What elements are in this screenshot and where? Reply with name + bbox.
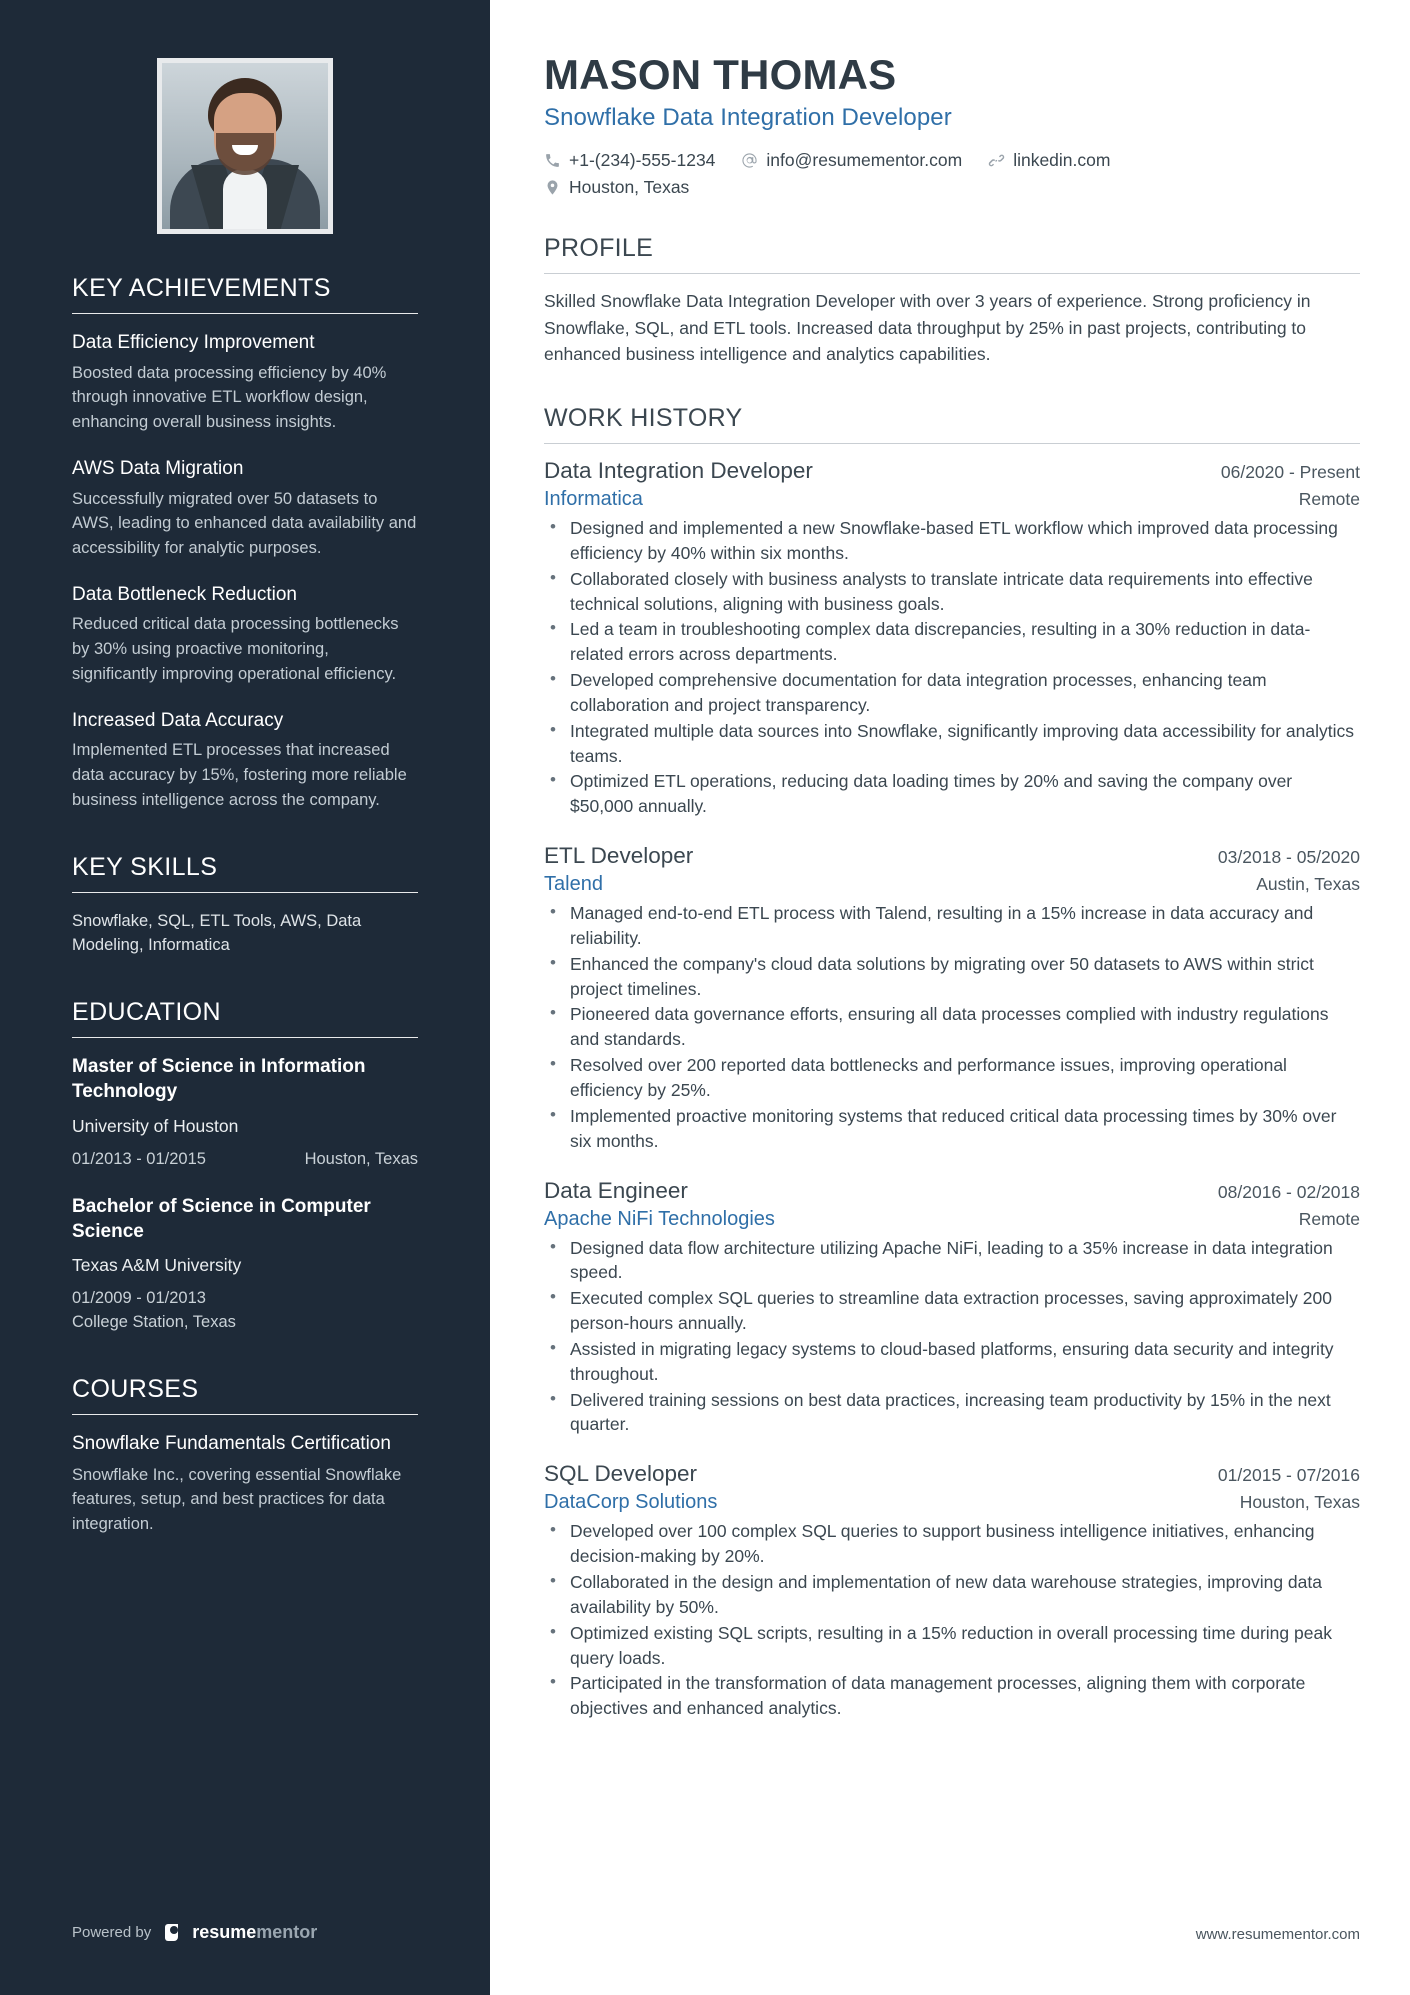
brand-dim: mentor [256,1922,318,1942]
job-header-row [544,1178,1360,1204]
profile-text: Skilled Snowflake Data Integration Developer with over 3 years of experience. Strong proficiency in Snowflake, SQL, and ETL tools. Increased data throughput by 25% in past projects, contributing to enhanced business intelligence and analytics capabilities. [544,291,1311,365]
education-school: Texas A&M University [72,1255,242,1276]
main-column [490,0,1410,1995]
resumementor-logo-icon [165,1924,178,1941]
work-history-heading: WORK HISTORY [544,403,743,432]
education-dates: 01/2009 - 01/2013 [72,1289,206,1308]
education-location: Houston, Texas [304,1149,418,1168]
achievement-item [72,456,418,561]
job-company: DataCorp Solutions [544,1491,718,1514]
section-education [72,998,418,1335]
job-location: Houston, Texas [1239,1492,1360,1513]
job-company: Apache NiFi Technologies [544,1207,775,1230]
job-subheader-row [544,1491,1360,1514]
education-heading: EDUCATION [72,998,221,1027]
work-history-item [544,458,1360,819]
education-degree: Bachelor of Science in Computer Science [72,1195,371,1242]
achievement-title: AWS Data Migration [72,457,244,479]
job-bullet: • Participated in the transformation of data management processes, aligning them with corporate objectives and enhanced analytics. [544,1671,1360,1721]
job-role: SQL Developer [544,1461,697,1487]
job-location: Remote [1298,1208,1360,1229]
divider [544,273,1360,274]
header-job-title: Snowflake Data Integration Developer [544,104,952,132]
education-dates: 01/2013 - 01/2015 [72,1149,206,1168]
job-bullet: • Collaborated in the design and implementation of new data warehouse strategies, improving data availability by 50%. [544,1570,1360,1620]
sidebar-footer [72,1922,317,1943]
job-header-row [544,458,1360,484]
achievement-description: Reduced critical data processing bottlenecks by 30% using proactive monitoring, significantly improving operational efficiency. [72,615,399,683]
job-bullet: • Resolved over 200 reported data bottlenecks and performance issues, improving operational efficiency by 25%. [544,1053,1360,1103]
contact-location [544,177,1360,198]
resumementor-wordmark [192,1922,317,1943]
job-bullet: • Executed complex SQL queries to streamline data extraction processes, saving approximately 200 person-hours annually. [544,1286,1360,1336]
job-bullet: • Delivered training sessions on best data practices, increasing team productivity by 15% in the next quarter. [544,1388,1360,1438]
job-bullet: • Designed data flow architecture utilizing Apache NiFi, leading to a 35% increase in data integration speed. [544,1236,1360,1286]
link-icon [988,152,1005,169]
education-item [72,1054,418,1171]
job-bullet: • Pioneered data governance efforts, ensuring all data processes complied with industry regulations and standards. [544,1002,1360,1052]
powered-by-label: Powered by [72,1924,152,1941]
courses-heading: COURSES [72,1374,199,1403]
divider [72,1414,418,1415]
job-bullets [544,1236,1360,1438]
divider [72,1037,418,1038]
contact-phone[interactable] [544,150,715,171]
key-skills-list: Snowflake, SQL, ETL Tools, AWS, Data Modeling, Informatica [72,911,362,955]
job-role: Data Engineer [544,1177,688,1203]
job-bullet: • Led a team in troubleshooting complex data discrepancies, resulting in a 30% reduction in data-related errors across departments. [544,617,1360,667]
sidebar [0,0,490,1995]
job-bullets [544,516,1360,819]
achievement-title: Data Bottleneck Reduction [72,583,297,605]
section-key-skills [72,853,418,959]
achievement-description: Implemented ETL processes that increased data accuracy by 15%, fostering more reliable business intelligence across the company. [72,741,407,809]
achievement-item [72,708,418,813]
divider [72,313,418,314]
avatar [157,58,333,234]
course-description: Snowflake Inc., covering essential Snowflake features, setup, and best practices for data integration. [72,1465,402,1534]
profile-photo-wrap [72,58,418,234]
job-bullet: • Designed and implemented a new Snowflake-based ETL workflow which improved data processing efficiency by 40% within six months. [544,516,1360,566]
job-location: Austin, Texas [1256,874,1360,895]
key-achievements-heading: KEY ACHIEVEMENTS [72,274,331,302]
job-dates: 08/2016 - 02/2018 [1217,1181,1360,1202]
contact-email[interactable] [741,150,962,171]
education-school: University of Houston [72,1115,239,1136]
achievement-title: Data Efficiency Improvement [72,332,315,353]
job-bullet: • Assisted in migrating legacy systems to cloud-based platforms, ensuring data security and integrity throughout. [544,1337,1360,1387]
email-icon [741,152,758,169]
job-role: Data Integration Developer [544,457,813,483]
section-work-history [544,404,1360,1721]
section-courses [72,1375,418,1537]
work-history-item [544,1178,1360,1438]
job-bullet: • Developed over 100 complex SQL queries to support business intelligence initiatives, enhancing decision-making by 20%. [544,1519,1360,1569]
course-item [72,1431,418,1537]
job-dates: 01/2015 - 07/2016 [1217,1465,1360,1486]
education-meta [72,1148,418,1172]
job-header-row [544,1461,1360,1487]
work-history-item [544,843,1360,1153]
job-subheader-row [544,1208,1360,1231]
contact-phone-text: +1-(234)-555-1234 [569,150,716,171]
education-item [72,1194,418,1335]
divider [72,892,418,893]
job-location: Remote [1298,488,1360,509]
education-degree: Master of Science in Information Technology [72,1056,366,1103]
job-bullet: • Optimized existing SQL scripts, resulting in a 15% reduction in overall processing time during peak query loads. [544,1621,1360,1671]
job-company: Informatica [544,487,643,510]
achievement-item [72,582,418,687]
job-dates: 03/2018 - 05/2020 [1217,847,1360,868]
divider [544,443,1360,444]
job-bullets [544,1519,1360,1721]
job-bullet: • Collaborated closely with business analysts to translate intricate data requirements into effective technical solutions, aligning with business goals. [544,567,1360,617]
achievement-description: Successfully migrated over 50 datasets to AWS, leading to enhanced data availability and accessibility for analytic purposes. [72,489,417,558]
job-bullet: • Optimized ETL operations, reducing data loading times by 20% and saving the company over $50,000 annually. [544,769,1360,819]
job-bullet: • Enhanced the company's cloud data solutions by migrating over 50 datasets to AWS within strict project timelines. [544,952,1360,1002]
contact-email-text: info@resumementor.com [766,150,963,171]
brand-bold: resume [192,1922,257,1942]
course-title: Snowflake Fundamentals Certification [72,1432,391,1454]
website-footer: www.resumementor.com [1195,1926,1360,1943]
job-bullet: • Implemented proactive monitoring systems that reduced critical data processing times by 30% over six months. [544,1104,1360,1154]
phone-icon [544,152,561,169]
contact-linkedin-text: linkedin.com [1013,150,1111,171]
achievement-title: Increased Data Accuracy [72,709,284,731]
job-role: ETL Developer [544,843,694,869]
achievement-description: Boosted data processing efficiency by 40% through innovative ETL workflow design, enhancing overall business insights. [72,363,387,432]
work-history-item [544,1461,1360,1721]
job-bullet: • Integrated multiple data sources into Snowflake, significantly improving data accessibility for analytics teams. [544,719,1360,769]
key-skills-heading: KEY SKILLS [72,852,218,881]
contact-location-text: Houston, Texas [569,177,690,198]
job-bullet: • Developed comprehensive documentation for data integration processes, enhancing team collaboration and project transparency. [544,668,1360,718]
job-bullet: • Managed end-to-end ETL process with Talend, resulting in a 15% increase in data accuracy and reliability. [544,901,1360,951]
job-bullets [544,901,1360,1153]
education-location: College Station, Texas [72,1312,236,1331]
contact-linkedin[interactable] [988,150,1110,171]
profile-heading: PROFILE [544,234,654,263]
education-meta [72,1287,418,1335]
page-title: MASON THOMAS [544,51,897,98]
section-key-achievements [72,274,418,813]
location-pin-icon [544,179,561,196]
job-subheader-row [544,488,1360,511]
achievement-item [72,330,418,435]
job-subheader-row [544,873,1360,896]
contact-info [544,150,1360,198]
section-profile [544,234,1360,368]
job-header-row [544,843,1360,869]
job-company: Talend [544,873,603,896]
job-dates: 06/2020 - Present [1220,461,1360,482]
